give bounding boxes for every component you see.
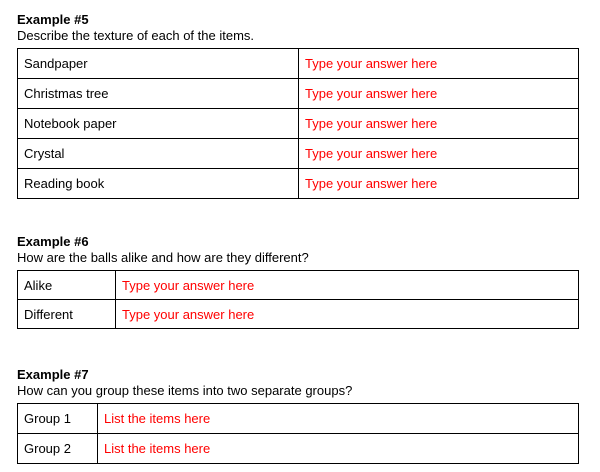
answer-field[interactable]: Type your answer here (116, 271, 579, 300)
example-6-table (17, 270, 579, 329)
table-row (18, 79, 579, 109)
example-7-title: Example #7 (17, 367, 89, 382)
table-row (18, 434, 579, 464)
example-7-prompt: How can you group these items into two separate groups? (17, 383, 353, 398)
table-row (18, 300, 579, 329)
answer-field[interactable]: Type your answer here (299, 109, 579, 139)
answer-field[interactable]: Type your answer here (116, 300, 579, 329)
answer-field[interactable]: Type your answer here (299, 169, 579, 199)
table-row (18, 169, 579, 199)
example-6-prompt: How are the balls alike and how are they different? (17, 250, 309, 265)
item-label: Group 1 (18, 404, 98, 434)
item-label: Sandpaper (18, 49, 299, 79)
item-label: Christmas tree (18, 79, 299, 109)
example-7-table (17, 403, 579, 464)
item-label: Reading book (18, 169, 299, 199)
table-row (18, 404, 579, 434)
item-label: Group 2 (18, 434, 98, 464)
answer-field[interactable]: List the items here (98, 434, 579, 464)
table-row (18, 109, 579, 139)
example-6-title: Example #6 (17, 234, 89, 249)
table-row (18, 271, 579, 300)
answer-field[interactable]: Type your answer here (299, 79, 579, 109)
answer-field[interactable]: Type your answer here (299, 49, 579, 79)
example-5-section (17, 12, 579, 199)
example-5-title: Example #5 (17, 12, 89, 27)
answer-field[interactable]: Type your answer here (299, 139, 579, 169)
example-6-section (17, 234, 579, 329)
table-row (18, 139, 579, 169)
example-5-prompt: Describe the texture of each of the items. (17, 28, 255, 43)
item-label: Alike (18, 271, 116, 300)
example-5-table (17, 48, 579, 199)
answer-field[interactable]: List the items here (98, 404, 579, 434)
example-7-section (17, 367, 579, 464)
item-label: Notebook paper (18, 109, 299, 139)
table-row (18, 49, 579, 79)
item-label: Crystal (18, 139, 299, 169)
item-label: Different (18, 300, 116, 329)
